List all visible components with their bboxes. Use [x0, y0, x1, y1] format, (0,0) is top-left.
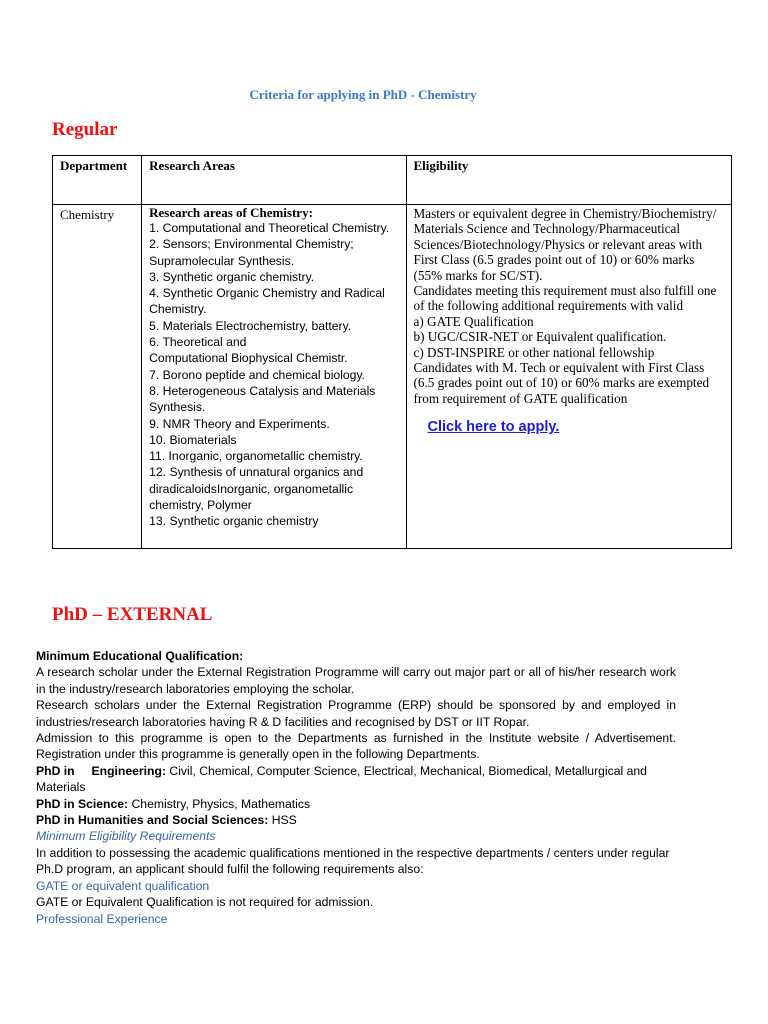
science-value: Chemistry, Physics, Mathematics	[128, 796, 311, 811]
min-eligibility-heading: Minimum Eligibility Requirements	[36, 829, 216, 844]
research-area-item: 2. Sensors; Environmental Chemistry; Supramolecular Synthesis.	[149, 237, 354, 268]
table-header-row	[53, 156, 732, 205]
research-area-item: 6. Theoretical and	[149, 335, 247, 350]
research-area-item: 12. Synthesis of unnatural organics and diradicaloidsInorganic, organometallic chemistry, Polymer	[149, 465, 364, 513]
engineering-line	[36, 763, 676, 796]
research-area-item: 3. Synthetic organic chemistry.	[149, 269, 315, 284]
gate-heading: GATE or equivalent qualification	[36, 878, 210, 893]
research-area-item: 13. Synthetic organic chemistry	[149, 514, 319, 529]
eligibility-text: Candidates with M. Tech or equivalent with First Class (6.5 grades point out of 10) or 60% marks are exempted from requirement of GATE qualification	[413, 360, 710, 406]
department-cell: Chemistry	[53, 205, 142, 549]
gate-text: GATE or Equivalent Qualification is not required for admission.	[36, 895, 374, 910]
research-area-item: 5. Materials Electrochemistry, battery.	[149, 318, 352, 333]
eligibility-text: a) GATE Qualification	[413, 313, 534, 329]
apply-link[interactable]: Click here to apply.	[427, 419, 560, 436]
research-area-item: Computational Biophysical Chemistr.	[149, 351, 348, 366]
engineering-label: PhD in Engineering:	[36, 763, 167, 778]
research-area-item: 8. Heterogeneous Catalysis and Materials Synthesis.	[149, 383, 376, 415]
research-areas-cell	[142, 205, 406, 549]
external-paragraph: A research scholar under the External Registration Programme will carry out major part or all of his/her research work in the industry/research laboratories employing the scholar.	[36, 665, 676, 696]
header-department: Department	[53, 156, 142, 205]
external-section	[36, 648, 676, 927]
external-paragraph: In addition to possessing the academic qualifications mentioned in the respective departments / centers under regular Ph.D program, an applicant should fulfil the following requirements also:	[36, 845, 670, 877]
research-area-item: 7. Borono peptide and chemical biology.	[149, 367, 366, 382]
eligibility-text: Candidates meeting this requirement must also fulfill one of the following additional requirements with valid	[413, 283, 717, 314]
science-label: PhD in Science:	[36, 796, 129, 811]
eligibility-text: Masters or equivalent degree in Chemistry/Biochemistry/ Materials Science and Technology/Pharmaceutical Sciences/Biotechnology/Physics or relevant areas with First Class (6.5 grades point out of 10) or 60% marks (55% marks for SC/ST).	[413, 206, 717, 283]
humanities-label: PhD in Humanities and Social Sciences:	[36, 813, 269, 828]
external-paragraph: Admission to this programme is open to the Departments as furnished in the Institute website / Advertisement. Registration under this programme is generally open in the following Departments.	[36, 731, 676, 762]
eligibility-text: b) UGC/CSIR-NET or Equivalent qualification.	[413, 329, 667, 345]
criteria-table	[52, 155, 732, 549]
research-area-item: 10. Biomaterials	[149, 432, 237, 447]
header-research-areas: Research Areas	[142, 156, 406, 205]
regular-heading: Regular	[52, 119, 118, 140]
eligibility-cell	[406, 205, 732, 549]
research-area-item: 4. Synthetic Organic Chemistry and Radical Chemistry.	[149, 286, 385, 317]
research-area-item: 11. Inorganic, organometallic chemistry.	[149, 449, 363, 464]
humanities-value: HSS	[268, 813, 297, 828]
header-eligibility: Eligibility	[406, 156, 732, 205]
humanities-line	[36, 812, 676, 828]
min-qualification-label: Minimum Educational Qualification:	[36, 649, 244, 663]
science-line	[36, 796, 676, 812]
engineering-value: Civil, Chemical, Computer Science, Electrical, Mechanical, Biomedical, Metallurgical and Materials	[36, 763, 647, 795]
professional-experience-heading: Professional Experience	[36, 911, 168, 926]
research-area-item: 1. Computational and Theoretical Chemistry.	[149, 221, 390, 235]
research-area-item: 9. NMR Theory and Experiments.	[149, 416, 330, 431]
research-areas-title: Research areas of Chemistry:	[149, 205, 313, 220]
external-heading: PhD – EXTERNAL	[52, 604, 213, 625]
external-paragraph: Research scholars under the External Registration Programme (ERP) should be sponsored by and employed in industries/research laboratories having R & D facilities and recognised by DST or IIT Ropar.	[36, 698, 676, 729]
table-row	[53, 205, 732, 549]
page-title: Criteria for applying in PhD - Chemistry	[249, 87, 477, 102]
eligibility-text: c) DST-INSPIRE or other national fellowship	[413, 344, 655, 360]
